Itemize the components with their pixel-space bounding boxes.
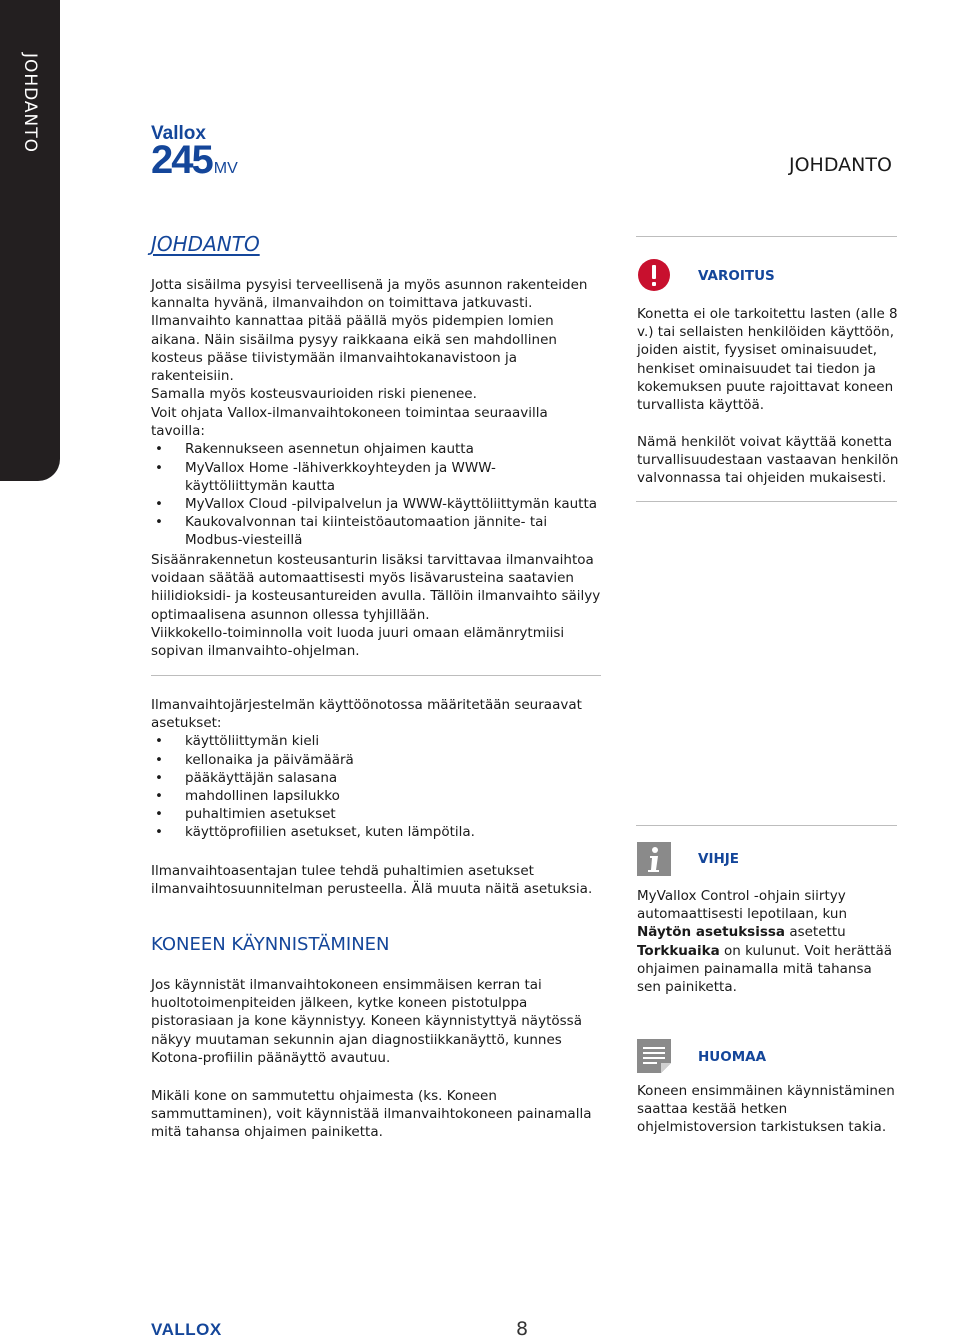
warning-icon: [637, 258, 671, 292]
list-item: • käyttöprofiilien asetukset, kuten lämpötila.: [151, 823, 601, 841]
intro-paragraph-1: Jotta sisäilma pysyisi terveellisenä ja myös asunnon rakenteiden kannalta hyvänä, ilmanvaihdon on toimittava jatkuvasti. Ilmanvaihto kannattaa pitää päällä myös pidempien lomien aikana. Näin sisäilma pysyy raikkaana eikä sen mahdollinen kosteus pääse tiivistymään ilmanvaihtokanavistoon ja rakenteisiin. Samalla myös kosteusvaurioiden riski pienenee.: [151, 277, 588, 403]
info-icon: [637, 842, 671, 876]
warning-title: VAROITUS: [698, 268, 775, 284]
list-item: • käyttöliittymän kieli: [151, 732, 601, 750]
intro-paragraph-3: Sisäänrakennetun kosteusanturin lisäksi tarvittavaa ilmanvaihtoa voidaan säätää automaattisesti myös lisävarusteina saatavien hiilidioksidi- ja kosteusantureiden avulla. Tällöin ilmanvaihto säilyy optimaalisena asunnon ollessa tyhjillään. Viikkokello-toiminnolla voit luoda juuri omaan elämänrytmiisi sopivan ilmanvaihto-ohjelman.: [151, 552, 601, 660]
settings-paragraph-2: Ilmanvaihtoasentajan tulee tehdä puhaltimien asetukset ilmanvaihtosuunnitelman perusteella. Älä muuta näitä asetuksia.: [151, 863, 593, 898]
logo-brand: Vallox: [151, 123, 206, 144]
warning-top-rule: [636, 236, 897, 237]
logo-model-number: 245: [151, 138, 212, 182]
tip-bold-display-settings: Näytön asetuksissa: [637, 924, 786, 941]
list-item: • MyVallox Cloud -pilvipalvelun ja WWW-käyttöliittymän kautta: [151, 495, 599, 513]
side-tab: [0, 0, 60, 481]
list-item: • mahdollinen lapsilukko: [151, 787, 601, 805]
logo-model-suffix: MV: [213, 160, 238, 177]
startup-paragraph-1: Jos käynnistät ilmanvaihtokoneen ensimmäisen kerran tai huoltotoimenpiteiden jälkeen, kytke koneen pistotulppa pistorasiaan ja kone käynnistyy. Koneen käynnistyttyä näytössä näkyy muutaman sekunnin ajan diagnostiikkanäyttö, kunnes Kotona-profiilin päänäyttö avautuu.: [151, 977, 582, 1066]
settings-paragraph-1: Ilmanvaihtojärjestelmän käyttöönotossa määritetään seuraavat asetukset: • käyttöliittymän kieli • kellonaika ja päivämäärä • pääkäyttäjän salasana • mahdollinen lapsilukko • puhaltimien asetukset • käyttöprofiilien asetukset, kuten lämpötila.: [151, 696, 601, 842]
list-item: • pääkäyttäjän salasana: [151, 769, 601, 787]
startup-heading: KONEEN KÄYNNISTÄMINEN: [151, 934, 390, 955]
warning-paragraph-2: Nämä henkilöt voivat käyttää konetta turvallisuudestaan vastaavan henkilön valvonnassa tai ohjeiden mukaisesti.: [637, 434, 899, 487]
note-paragraph: Koneen ensimmäinen käynnistäminen saattaa kestää hetken ohjelmistoversion tarkistuksen takia.: [637, 1083, 895, 1136]
list-item: • puhaltimien asetukset: [151, 805, 601, 823]
control-methods-list: [151, 440, 599, 549]
list-item: • Kaukovalvonnan tai kiinteistöautomaation jännite- tai Modbus-viesteillä: [151, 513, 599, 549]
page-number: 8: [516, 1318, 529, 1340]
header-title: JOHDANTO: [789, 154, 892, 176]
tip-top-rule: [636, 825, 897, 826]
list-item: • MyVallox Home -lähiverkkoyhteyden ja WWW-käyttöliittymän kautta: [151, 459, 599, 495]
tip-title: VIHJE: [698, 851, 740, 867]
intro-paragraph-2: Voit ohjata Vallox-ilmanvaihtokoneen toimintaa seuraavilla tavoilla: • Rakennukseen asennetun ohjaimen kautta • MyVallox Home -lähiverkkoyhteyden ja WWW-käyttöliittymän kautta • MyVallox Cloud -pilvipalvelun ja WWW-käyttöliittymän kautta • Kaukovalvonnan tai kiinteistöautomaation jännite- tai Modbus-viesteillä: [151, 404, 601, 550]
list-item: • kellonaika ja päivämäärä: [151, 751, 601, 769]
footer-logo: VALLOX: [151, 1320, 222, 1339]
note-title: HUOMAA: [698, 1049, 767, 1065]
side-tab-label: JOHDANTO: [20, 52, 40, 154]
intro-heading: JOHDANTO: [151, 232, 260, 256]
startup-paragraph-2: Mikäli kone on sammutettu ohjaimesta (ks. Koneen sammuttaminen), voit käynnistää ilmanvaihtokoneen painamalla mitä tahansa ohjaimen painiketta.: [151, 1088, 592, 1141]
divider: [151, 675, 601, 676]
list-item: • Rakennukseen asennetun ohjaimen kautta: [151, 440, 599, 458]
warning-bottom-rule: [636, 501, 897, 502]
tip-bold-snooze-time: Torkkuaika: [637, 942, 720, 959]
warning-paragraph-1: Konetta ei ole tarkoitettu lasten (alle 8 v.) tai sellaisten henkilöiden käyttöön, joiden aistit, fyysiset ominaisuudet, henkiset ominaisuudet tai tiedon ja kokemuksen puute rajoittavat koneen turvallista käyttöä.: [637, 306, 898, 414]
settings-list: [151, 732, 601, 841]
logo-model: [151, 138, 238, 183]
note-icon: [637, 1039, 671, 1073]
tip-paragraph: MyVallox Control -ohjain siirtyy automaattisesti lepotilaan, kun Näytön asetuksissa asetettu Torkkuaika on kulunut. Voit herättää ohjaimen painamalla mitä tahansa sen painiketta.: [637, 888, 893, 996]
